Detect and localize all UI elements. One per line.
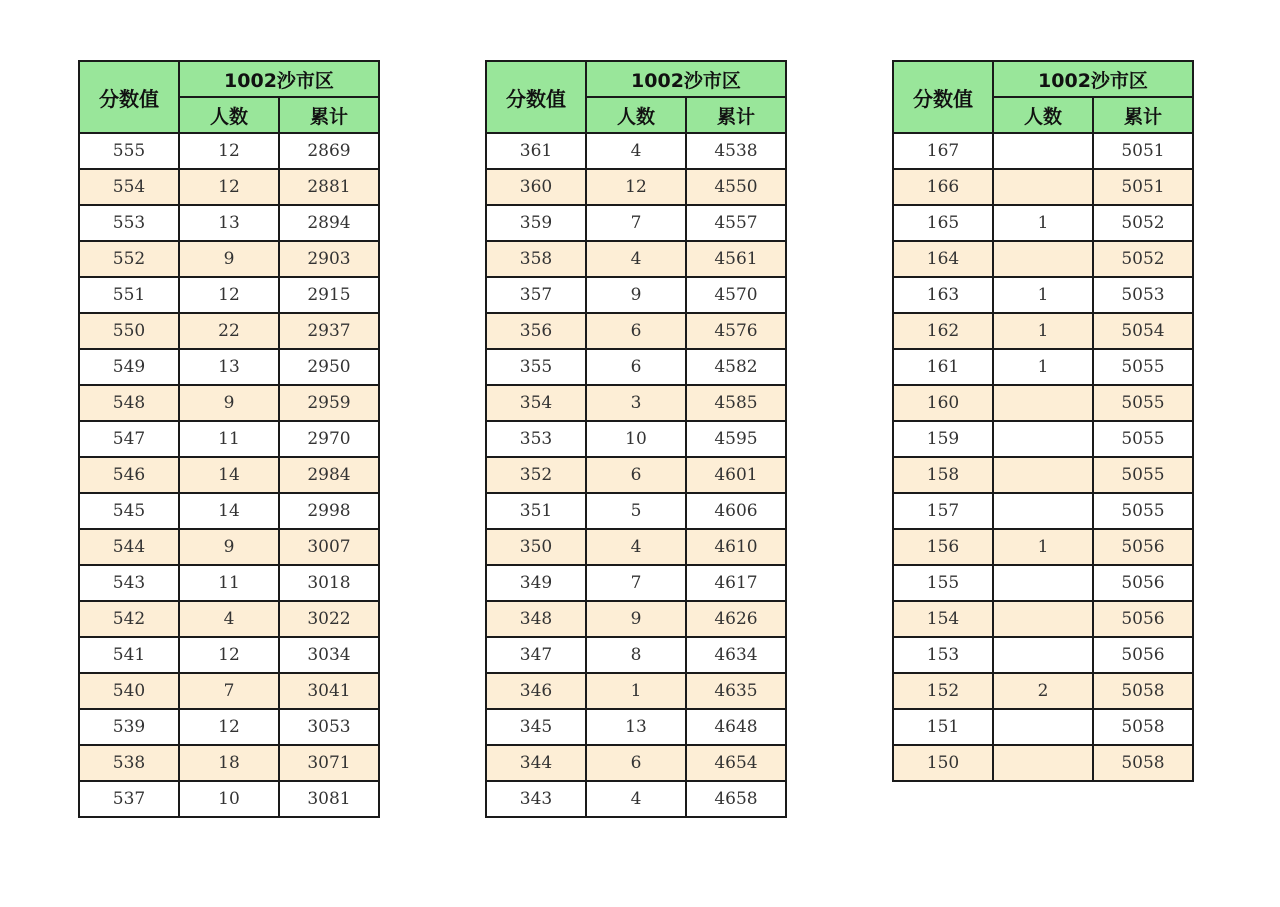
score-cell: 158 <box>893 457 993 493</box>
count-cell <box>993 133 1093 169</box>
cumulative-cell: 4557 <box>686 205 786 241</box>
score-cell: 346 <box>486 673 586 709</box>
count-cell: 7 <box>586 565 686 601</box>
cumulative-cell: 5051 <box>1093 133 1193 169</box>
score-cell: 349 <box>486 565 586 601</box>
cumulative-cell: 2984 <box>279 457 379 493</box>
score-header: 分数值 <box>486 61 586 133</box>
cumulative-cell: 4648 <box>686 709 786 745</box>
table-row <box>486 349 786 385</box>
cumulative-cell: 2903 <box>279 241 379 277</box>
score-table-2 <box>485 60 787 818</box>
cumulative-cell: 5056 <box>1093 565 1193 601</box>
cumulative-cell: 4654 <box>686 745 786 781</box>
table-row <box>486 421 786 457</box>
table-row <box>79 745 379 781</box>
table-row <box>893 241 1193 277</box>
cumulative-cell: 3022 <box>279 601 379 637</box>
count-cell: 11 <box>179 565 279 601</box>
cumulative-cell: 3034 <box>279 637 379 673</box>
score-table-3 <box>892 60 1194 782</box>
count-cell: 9 <box>179 241 279 277</box>
score-cell: 167 <box>893 133 993 169</box>
table-row <box>486 457 786 493</box>
count-cell <box>993 457 1093 493</box>
cumulative-cell: 5055 <box>1093 493 1193 529</box>
count-cell: 14 <box>179 457 279 493</box>
table-row <box>893 457 1193 493</box>
cumulative-cell: 2894 <box>279 205 379 241</box>
cumulative-cell: 5055 <box>1093 421 1193 457</box>
count-cell: 4 <box>586 781 686 817</box>
cumulative-cell: 3041 <box>279 673 379 709</box>
cumulative-cell: 5055 <box>1093 457 1193 493</box>
score-cell: 542 <box>79 601 179 637</box>
table-row <box>79 133 379 169</box>
count-cell: 12 <box>179 709 279 745</box>
count-cell: 9 <box>586 601 686 637</box>
cumulative-cell: 5052 <box>1093 205 1193 241</box>
score-cell: 166 <box>893 169 993 205</box>
count-cell: 1 <box>993 277 1093 313</box>
score-cell: 344 <box>486 745 586 781</box>
cumulative-cell: 4570 <box>686 277 786 313</box>
score-cell: 358 <box>486 241 586 277</box>
count-cell: 1 <box>993 313 1093 349</box>
score-cell: 157 <box>893 493 993 529</box>
count-cell: 22 <box>179 313 279 349</box>
score-cell: 539 <box>79 709 179 745</box>
table-row <box>486 673 786 709</box>
score-cell: 164 <box>893 241 993 277</box>
count-cell <box>993 385 1093 421</box>
score-cell: 352 <box>486 457 586 493</box>
cumulative-cell: 4561 <box>686 241 786 277</box>
table-row <box>893 601 1193 637</box>
cumulative-cell: 4634 <box>686 637 786 673</box>
score-cell: 554 <box>79 169 179 205</box>
cumulative-cell: 2869 <box>279 133 379 169</box>
table-row <box>893 673 1193 709</box>
count-cell: 6 <box>586 745 686 781</box>
cumulative-cell: 4606 <box>686 493 786 529</box>
table-row <box>893 421 1193 457</box>
count-cell: 4 <box>586 241 686 277</box>
count-cell: 12 <box>179 637 279 673</box>
table-row <box>893 745 1193 781</box>
table-row <box>79 169 379 205</box>
score-cell: 549 <box>79 349 179 385</box>
count-cell: 12 <box>179 133 279 169</box>
cumulative-cell: 4550 <box>686 169 786 205</box>
count-header: 人数 <box>586 97 686 133</box>
count-cell: 12 <box>179 169 279 205</box>
cumulative-cell: 2915 <box>279 277 379 313</box>
score-cell: 348 <box>486 601 586 637</box>
score-cell: 355 <box>486 349 586 385</box>
table-row <box>893 529 1193 565</box>
count-cell: 14 <box>179 493 279 529</box>
cumulative-cell: 2881 <box>279 169 379 205</box>
cumulative-cell: 2970 <box>279 421 379 457</box>
table-row <box>79 565 379 601</box>
table-row <box>486 493 786 529</box>
cumulative-cell: 5051 <box>1093 169 1193 205</box>
score-cell: 555 <box>79 133 179 169</box>
count-cell: 13 <box>179 349 279 385</box>
score-cell: 161 <box>893 349 993 385</box>
count-cell <box>993 709 1093 745</box>
score-cell: 163 <box>893 277 993 313</box>
table-row <box>486 637 786 673</box>
score-cell: 353 <box>486 421 586 457</box>
cumulative-cell: 4601 <box>686 457 786 493</box>
cumulative-header: 累计 <box>279 97 379 133</box>
score-table-1 <box>78 60 380 818</box>
count-cell: 1 <box>993 529 1093 565</box>
score-cell: 550 <box>79 313 179 349</box>
cumulative-cell: 2950 <box>279 349 379 385</box>
table-row <box>486 133 786 169</box>
score-cell: 543 <box>79 565 179 601</box>
count-cell: 6 <box>586 313 686 349</box>
score-cell: 545 <box>79 493 179 529</box>
table-row <box>893 133 1193 169</box>
count-cell: 7 <box>586 205 686 241</box>
cumulative-cell: 5054 <box>1093 313 1193 349</box>
table-row <box>486 169 786 205</box>
score-cell: 165 <box>893 205 993 241</box>
cumulative-cell: 4635 <box>686 673 786 709</box>
cumulative-cell: 5058 <box>1093 673 1193 709</box>
count-cell: 9 <box>586 277 686 313</box>
count-cell: 4 <box>179 601 279 637</box>
count-cell: 4 <box>586 529 686 565</box>
table-row <box>79 205 379 241</box>
cumulative-cell: 5056 <box>1093 529 1193 565</box>
count-cell <box>993 745 1093 781</box>
count-cell: 3 <box>586 385 686 421</box>
count-cell <box>993 421 1093 457</box>
table-row <box>893 493 1193 529</box>
table-row <box>486 277 786 313</box>
score-cell: 553 <box>79 205 179 241</box>
cumulative-cell: 4538 <box>686 133 786 169</box>
count-cell: 13 <box>179 205 279 241</box>
cumulative-cell: 2937 <box>279 313 379 349</box>
table-row <box>79 277 379 313</box>
cumulative-cell: 5055 <box>1093 385 1193 421</box>
table-body <box>893 133 1193 781</box>
count-cell: 4 <box>586 133 686 169</box>
table-row <box>486 205 786 241</box>
score-cell: 150 <box>893 745 993 781</box>
table-row <box>79 421 379 457</box>
score-cell: 155 <box>893 565 993 601</box>
score-header: 分数值 <box>79 61 179 133</box>
cumulative-header: 累计 <box>686 97 786 133</box>
cumulative-cell: 4585 <box>686 385 786 421</box>
table-row <box>893 205 1193 241</box>
region-header: 1002沙市区 <box>993 61 1193 97</box>
score-cell: 548 <box>79 385 179 421</box>
cumulative-cell: 4595 <box>686 421 786 457</box>
count-cell <box>993 241 1093 277</box>
score-cell: 360 <box>486 169 586 205</box>
count-cell: 9 <box>179 529 279 565</box>
table-body <box>486 133 786 817</box>
cumulative-cell: 5058 <box>1093 745 1193 781</box>
score-cell: 547 <box>79 421 179 457</box>
count-cell: 10 <box>179 781 279 817</box>
table-row <box>486 529 786 565</box>
score-cell: 351 <box>486 493 586 529</box>
table-row <box>486 745 786 781</box>
table-row <box>79 529 379 565</box>
table-row <box>79 313 379 349</box>
score-cell: 551 <box>79 277 179 313</box>
table-row <box>893 709 1193 745</box>
cumulative-cell: 4582 <box>686 349 786 385</box>
count-cell <box>993 169 1093 205</box>
count-cell: 1 <box>993 349 1093 385</box>
score-cell: 359 <box>486 205 586 241</box>
table-row <box>486 385 786 421</box>
cumulative-cell: 5052 <box>1093 241 1193 277</box>
cumulative-cell: 5058 <box>1093 709 1193 745</box>
score-cell: 537 <box>79 781 179 817</box>
count-cell: 11 <box>179 421 279 457</box>
table-row <box>893 349 1193 385</box>
cumulative-cell: 3081 <box>279 781 379 817</box>
cumulative-cell: 3071 <box>279 745 379 781</box>
table-row <box>79 709 379 745</box>
table-body <box>79 133 379 817</box>
region-header: 1002沙市区 <box>179 61 379 97</box>
table-row <box>893 277 1193 313</box>
cumulative-cell: 4610 <box>686 529 786 565</box>
count-cell: 9 <box>179 385 279 421</box>
table-row <box>79 637 379 673</box>
score-cell: 361 <box>486 133 586 169</box>
count-cell: 5 <box>586 493 686 529</box>
table-row <box>486 565 786 601</box>
count-cell: 2 <box>993 673 1093 709</box>
cumulative-cell: 3007 <box>279 529 379 565</box>
table-row <box>79 673 379 709</box>
table-row <box>486 709 786 745</box>
score-cell: 345 <box>486 709 586 745</box>
count-cell <box>993 637 1093 673</box>
score-cell: 354 <box>486 385 586 421</box>
table-row <box>893 565 1193 601</box>
count-cell: 1 <box>586 673 686 709</box>
cumulative-cell: 3053 <box>279 709 379 745</box>
score-cell: 162 <box>893 313 993 349</box>
count-cell: 1 <box>993 205 1093 241</box>
score-cell: 540 <box>79 673 179 709</box>
score-cell: 357 <box>486 277 586 313</box>
table-row <box>486 241 786 277</box>
score-header: 分数值 <box>893 61 993 133</box>
score-cell: 343 <box>486 781 586 817</box>
cumulative-cell: 2959 <box>279 385 379 421</box>
count-header: 人数 <box>993 97 1093 133</box>
table-row <box>486 601 786 637</box>
table-row <box>79 349 379 385</box>
cumulative-cell: 2998 <box>279 493 379 529</box>
score-cell: 356 <box>486 313 586 349</box>
count-cell: 10 <box>586 421 686 457</box>
cumulative-cell: 5056 <box>1093 637 1193 673</box>
score-cell: 156 <box>893 529 993 565</box>
cumulative-cell: 4576 <box>686 313 786 349</box>
cumulative-cell: 4658 <box>686 781 786 817</box>
table-row <box>79 457 379 493</box>
score-cell: 159 <box>893 421 993 457</box>
cumulative-cell: 5055 <box>1093 349 1193 385</box>
score-cell: 152 <box>893 673 993 709</box>
score-cell: 154 <box>893 601 993 637</box>
table-row <box>79 781 379 817</box>
cumulative-cell: 5053 <box>1093 277 1193 313</box>
count-cell: 8 <box>586 637 686 673</box>
table-row <box>893 313 1193 349</box>
score-cell: 544 <box>79 529 179 565</box>
count-cell: 18 <box>179 745 279 781</box>
table-row <box>893 637 1193 673</box>
count-cell: 12 <box>586 169 686 205</box>
score-cell: 538 <box>79 745 179 781</box>
count-header: 人数 <box>179 97 279 133</box>
cumulative-cell: 3018 <box>279 565 379 601</box>
count-cell: 6 <box>586 457 686 493</box>
table-row <box>79 493 379 529</box>
count-cell: 12 <box>179 277 279 313</box>
table-row <box>486 781 786 817</box>
cumulative-cell: 4617 <box>686 565 786 601</box>
score-cell: 552 <box>79 241 179 277</box>
cumulative-cell: 4626 <box>686 601 786 637</box>
score-cell: 546 <box>79 457 179 493</box>
cumulative-header: 累计 <box>1093 97 1193 133</box>
table-row <box>79 601 379 637</box>
count-cell <box>993 565 1093 601</box>
table-row <box>893 385 1193 421</box>
table-row <box>486 313 786 349</box>
cumulative-cell: 5056 <box>1093 601 1193 637</box>
score-cell: 350 <box>486 529 586 565</box>
count-cell <box>993 601 1093 637</box>
score-cell: 153 <box>893 637 993 673</box>
count-cell: 7 <box>179 673 279 709</box>
count-cell: 6 <box>586 349 686 385</box>
score-cell: 160 <box>893 385 993 421</box>
table-row <box>893 169 1193 205</box>
table-row <box>79 241 379 277</box>
table-row <box>79 385 379 421</box>
region-header: 1002沙市区 <box>586 61 786 97</box>
score-cell: 151 <box>893 709 993 745</box>
score-cell: 541 <box>79 637 179 673</box>
count-cell <box>993 493 1093 529</box>
count-cell: 13 <box>586 709 686 745</box>
score-cell: 347 <box>486 637 586 673</box>
